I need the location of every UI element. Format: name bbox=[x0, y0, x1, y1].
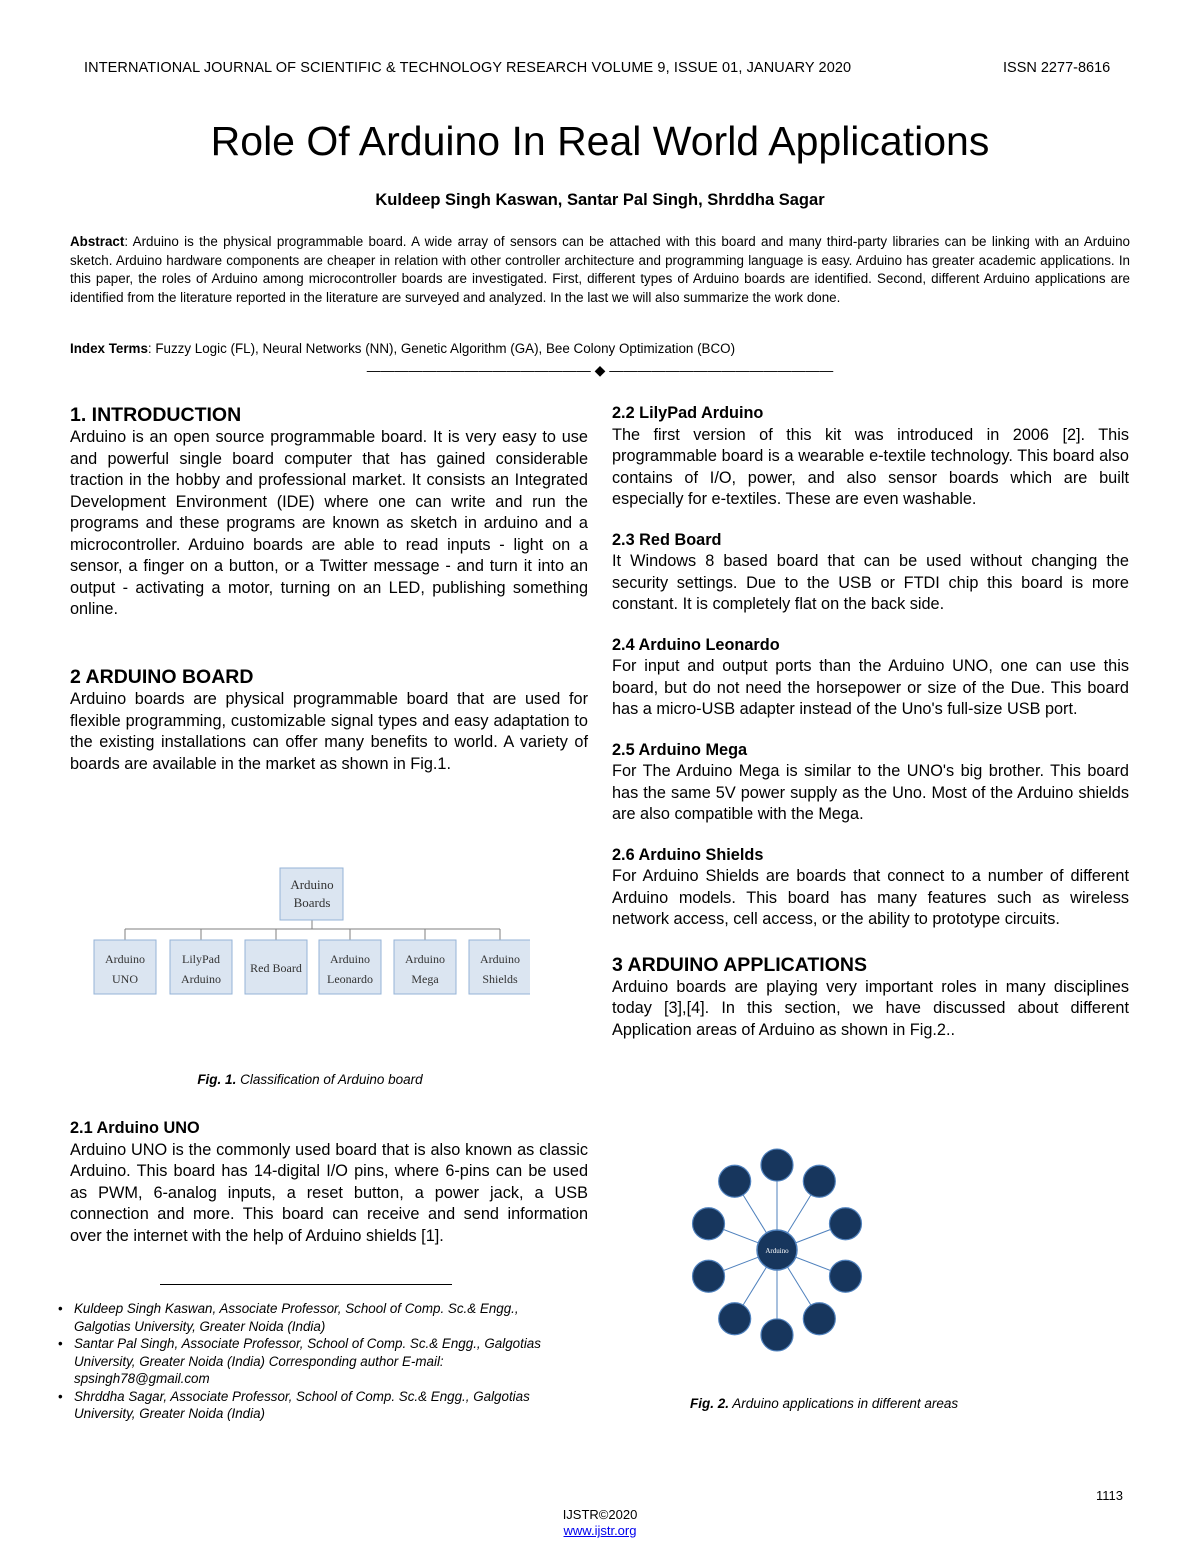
right-column bbox=[612, 403, 1129, 1041]
fig1-child-label: Arduino bbox=[105, 952, 145, 966]
fig1-child-label: Arduino bbox=[405, 952, 445, 966]
index-terms-text: : Fuzzy Logic (FL), Neural Networks (NN), Genetic Algorithm (GA), Bee Colony Optimization (BCO) bbox=[147, 341, 736, 356]
section-heading: 2.1 Arduino UNO bbox=[70, 1119, 200, 1137]
section-shields bbox=[612, 845, 1129, 931]
affiliation-text: Shrddha Sagar, Associate Professor, School of Comp. Sc.& Engg., Galgotias University, Greater Noida (India) bbox=[74, 1388, 530, 1421]
fig1-child-node bbox=[319, 940, 381, 994]
section-mega bbox=[612, 740, 1129, 826]
affiliation-text: Santar Pal Singh, Associate Professor, School of Comp. Sc.& Engg., Galgotias University, Greater Noida (India) Corresponding author E-mail: spsingh78@gmail.com bbox=[74, 1336, 541, 1386]
section-arduino-uno bbox=[70, 1118, 588, 1247]
section-text: It Windows 8 based board that can be used without changing the security settings. Due to the USB or FTDI chip this board is more constant. It is completely flat on the back side. bbox=[612, 552, 1129, 613]
fig1-child-nodes bbox=[94, 940, 530, 994]
fig1-caption-text: Classification of Arduino board bbox=[236, 1072, 423, 1087]
fig1-child-label: Arduino bbox=[480, 952, 520, 966]
abstract bbox=[70, 233, 1130, 307]
section-text: Arduino UNO is the commonly used board that is also known as classic Arduino. This board has 14-digital I/O pins, where 6-pins can be used as PWM, 6-analog inputs, a reset button, a power jack, a USB connection and more. This board can receive and send information over the internet with the help of Arduino shields [1]. bbox=[70, 1140, 588, 1245]
fig2-app-node bbox=[693, 1260, 725, 1292]
fig1-connectors bbox=[125, 920, 500, 940]
authors: Kuldeep Singh Kaswan, Santar Pal Singh, Shrddha Sagar bbox=[375, 191, 825, 209]
author-affiliations bbox=[58, 1300, 558, 1423]
section-text: For Arduino Shields are boards that connect to a number of different Arduino models. This board has many features such as wireless network access, cell access, or the ability to prototype circuits. bbox=[612, 867, 1129, 928]
fig1-child-label: LilyPad bbox=[182, 952, 220, 966]
section-text: Arduino boards are physical programmable board that are used for flexible programming, customizable signal types and easy adaptation to the existing installations can offer many benefits to world. A variety of boards are available in the market as shown in Fig.1. bbox=[70, 690, 588, 773]
section-heading: 2 ARDUINO BOARD bbox=[70, 666, 254, 688]
section-text: Arduino boards are playing very important roles in many disciplines today [3],[4]. In this section, we have discussed about different Application areas of Arduino as shown in Fig.2.. bbox=[612, 977, 1129, 1039]
affiliation-item: • Shrddha Sagar, Associate Professor, School of Comp. Sc.& Engg., Galgotias University, Greater Noida (India) bbox=[58, 1388, 530, 1421]
fig2-app-node bbox=[829, 1208, 861, 1240]
section-text: Arduino is an open source programmable board. It is very easy to use and powerful single board computer that has gained considerable traction in the hobby and professional market. It consists an Integrated Development Environment (IDE) where one can write and run the programs and these programs are known as sketch in arduino and a microcontroller. Arduino boards are able to read inputs - light on a sensor, a finger on a button, or a Twitter message - and turn it into an output - activating a motor, turning on an LED, publishing something online. bbox=[70, 428, 588, 618]
section-red-board bbox=[612, 530, 1129, 616]
section-heading: 2.3 Red Board bbox=[612, 530, 722, 549]
section-text: For input and output ports than the Arduino UNO, one can use this board, but do not need the horsepower or size of the Due. This board has a micro-USB adapter instead of the Uno's full-size USB port. bbox=[612, 657, 1129, 718]
fig1-child-label: Red Board bbox=[250, 961, 302, 975]
fig2-app-node bbox=[693, 1208, 725, 1240]
fig2-app-node bbox=[803, 1303, 835, 1335]
fig2-applications-diagram bbox=[690, 1120, 870, 1386]
fig1-root-node bbox=[280, 868, 343, 920]
fig1-root-line2: Boards bbox=[293, 895, 331, 910]
fig1-child-node bbox=[94, 940, 156, 994]
page-number: 1113 bbox=[1096, 1488, 1123, 1503]
fig1-child-label: Shields bbox=[482, 972, 518, 986]
section-leonardo bbox=[612, 635, 1129, 721]
section-heading: 2.2 LilyPad Arduino bbox=[612, 404, 764, 422]
affiliation-text: Kuldeep Singh Kaswan, Associate Professor, School of Comp. Sc.& Engg., Galgotias University, Greater Noida (India) bbox=[74, 1301, 519, 1334]
fig2-app-node bbox=[761, 1149, 793, 1181]
fig1-caption-label: Fig. 1. bbox=[197, 1072, 237, 1087]
section-arduino-board bbox=[70, 665, 588, 775]
section-text: For The Arduino Mega is similar to the UNO's big brother. This board has the same 5V power supply as the Uno. Most of the Arduino shields are also compatible with the Mega. bbox=[612, 762, 1129, 823]
fig1-child-label: Mega bbox=[411, 972, 439, 986]
fig1-child-node bbox=[245, 940, 307, 994]
section-heading: 2.6 Arduino Shields bbox=[612, 845, 764, 864]
section-introduction bbox=[70, 403, 588, 621]
footer-copyright: IJSTR©2020 bbox=[562, 1507, 638, 1522]
section-applications bbox=[612, 953, 1129, 1042]
paper-title: Role Of Arduino In Real World Applications bbox=[210, 118, 990, 164]
fig1-child-label: Arduino bbox=[330, 952, 370, 966]
fig1-board-classification bbox=[90, 865, 530, 1005]
section-heading: 2.4 Arduino Leonardo bbox=[612, 635, 780, 654]
section-lilypad bbox=[612, 403, 1129, 511]
fig2-app-node bbox=[803, 1165, 835, 1197]
section-heading: 2.5 Arduino Mega bbox=[612, 740, 748, 759]
fig2-app-node bbox=[829, 1260, 861, 1292]
section-heading: 3 ARDUINO APPLICATIONS bbox=[612, 953, 867, 976]
footnote-rule bbox=[160, 1284, 452, 1285]
fig1-root-line1: Arduino bbox=[290, 877, 334, 892]
fig2-app-node bbox=[761, 1319, 793, 1351]
footer-url-link[interactable]: www.ijstr.org bbox=[563, 1523, 637, 1538]
index-terms-label: Index Terms bbox=[70, 341, 148, 356]
fig2-app-node bbox=[719, 1165, 751, 1197]
fig1-child-label: Leonardo bbox=[327, 972, 373, 986]
index-terms bbox=[70, 341, 735, 356]
fig1-child-label: UNO bbox=[112, 972, 138, 986]
section-text: The first version of this kit was introduced in 2006 [2]. This programmable board is a wearable e-textile technology. This board also contains of I/O, power, and also sensor boards which are built especially for e-textiles. These are even washable. bbox=[612, 425, 1129, 508]
fig1-child-node bbox=[469, 940, 530, 994]
fig1-child-node bbox=[170, 940, 232, 994]
affiliation-item: • Kuldeep Singh Kaswan, Associate Professor, School of Comp. Sc.& Engg., Galgotias University, Greater Noida (India) bbox=[58, 1301, 519, 1334]
abstract-label: Abstract bbox=[70, 234, 125, 249]
fig1-caption bbox=[0, 1072, 620, 1087]
abstract-text: : Arduino is the physical programmable board. A wide array of sensors can be attached with this board and many third-party libraries can be linking with an Arduino sketch. Arduino hardware components are cheaper in relation with other controller architecture and programming language is easy. Arduino has greater academic applications. In this paper, the roles of Arduino among microcontroller boards are investigated. First, different types of Arduino boards are identified. Second, different Arduino applications are identified from the literature reported in the literature are surveyed and analyzed. In the last we will also summarize the work done. bbox=[70, 234, 1130, 305]
issn: ISSN 2277-8616 bbox=[1003, 60, 1111, 76]
separator: ———————————————— ◆ ———————————————— bbox=[366, 362, 834, 378]
fig1-child-node bbox=[394, 940, 456, 994]
fig2-caption-label: Fig. 2. bbox=[690, 1396, 730, 1411]
affiliation-item: • Santar Pal Singh, Associate Professor, School of Comp. Sc.& Engg., Galgotias University, Greater Noida (India) Corresponding author E-mail: spsingh78@gmail.com bbox=[58, 1336, 541, 1386]
fig2-caption-text: Arduino applications in different areas bbox=[729, 1396, 959, 1411]
journal-header: INTERNATIONAL JOURNAL OF SCIENTIFIC & TECHNOLOGY RESEARCH VOLUME 9, ISSUE 01, JANUARY 2020 bbox=[84, 60, 852, 76]
fig2-app-node bbox=[719, 1303, 751, 1335]
fig2-caption bbox=[690, 1396, 1050, 1411]
section-heading: 1. INTRODUCTION bbox=[70, 404, 242, 426]
fig2-center-label: Arduino bbox=[765, 1247, 789, 1255]
fig1-child-label: Arduino bbox=[181, 972, 221, 986]
